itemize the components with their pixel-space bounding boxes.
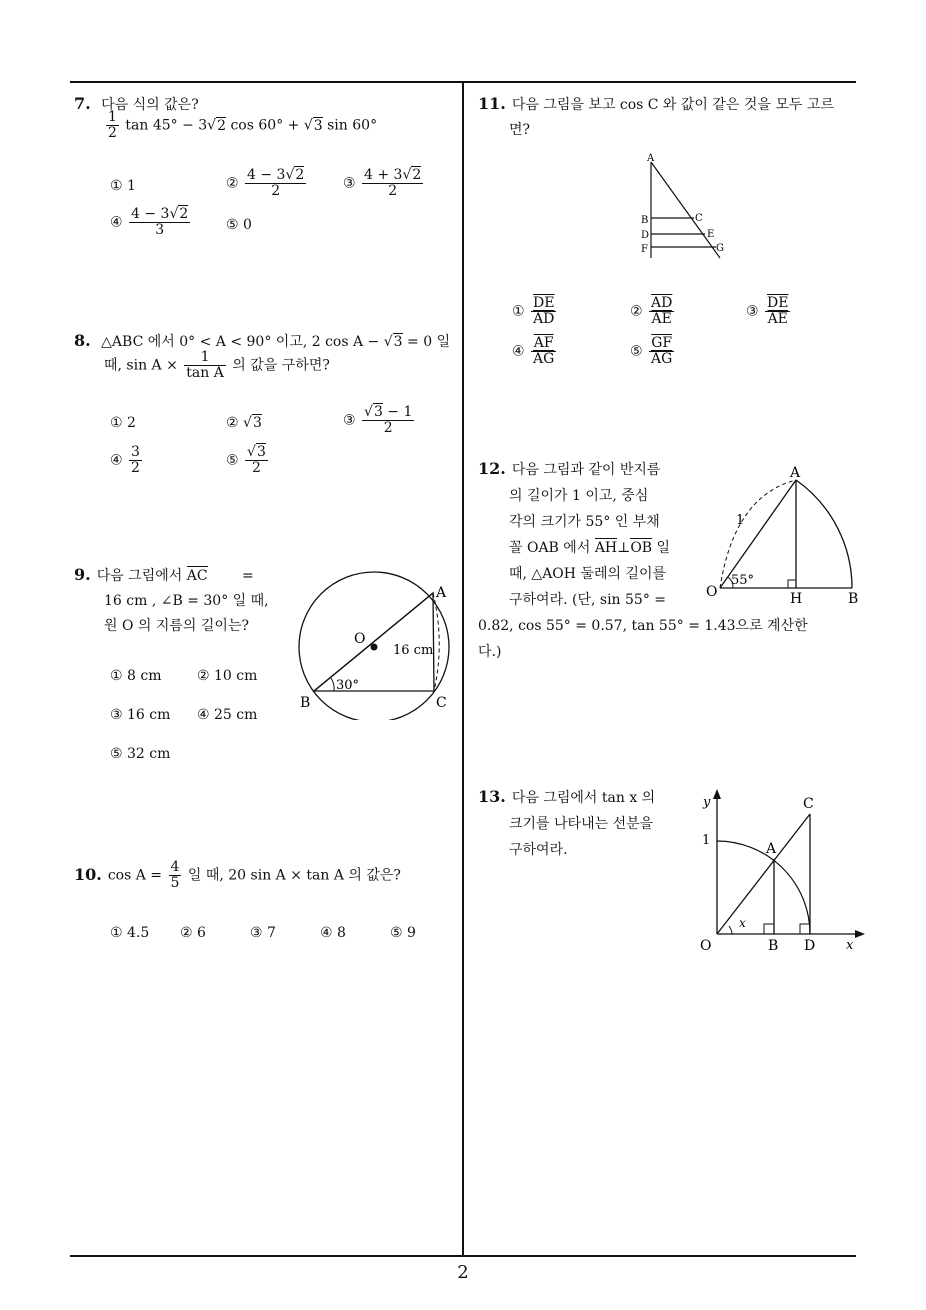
fraction: $\frac{1}{2}$ (108, 109, 117, 141)
option-4[interactable]: ④ $\frac{\overline{AF}}{AG}$ (512, 335, 555, 367)
label-length: 16 cm (393, 643, 434, 658)
svg-text:x: x (739, 916, 746, 930)
bottom-rule (70, 1255, 856, 1257)
option-4[interactable]: ④ $\frac{4 - 3√2}{3}$ (110, 206, 189, 238)
option-4[interactable]: ④ 8 (320, 925, 346, 941)
svg-text:O: O (700, 938, 712, 954)
question-9: 9. 다음 그림에서 AC = 16 cm , ∠B = 30° 일 때, 원 O 의 지름의 길이는? (74, 565, 269, 634)
option-2[interactable]: ② 10 cm (197, 668, 258, 684)
right-angle-d (800, 924, 810, 934)
q7-expression: $\frac{1}{2}$ tan 45° − 3√2 cos 60° + √3 sin 60° (108, 109, 378, 141)
question-number: 8. (74, 331, 91, 350)
column-divider (462, 81, 464, 1256)
arc-ab (796, 480, 852, 588)
option-5[interactable]: ⑤ 9 (390, 925, 416, 941)
label-c: C (436, 695, 447, 711)
option-2[interactable]: ② 6 (180, 925, 206, 941)
svg-text:A: A (766, 841, 777, 857)
option-5[interactable]: ⑤ $\frac{\overline{GF}}{AG}$ (630, 335, 673, 367)
q9-figure-circle (290, 560, 460, 720)
right-angle-mark (788, 580, 796, 588)
option-3[interactable]: ③ 7 (250, 925, 276, 941)
y-arrow (713, 789, 721, 799)
question-8: 8. △ABC 에서 0° < A < 90° 이고, 2 cos A − √3 = 0 일 (74, 331, 451, 350)
option-1[interactable]: ① $\frac{\overline{DE}}{AD}$ (512, 295, 555, 327)
option-5[interactable]: ⑤ $\frac{√3}{2}$ (226, 444, 266, 476)
option-2[interactable]: ② $\frac{4 - 3√2}{2}$ (226, 167, 305, 199)
svg-text:B: B (768, 938, 779, 954)
svg-text:G: G (716, 243, 724, 254)
q12-figure-sector (700, 460, 870, 610)
label-angle: 30° (336, 678, 360, 693)
angle-arc (331, 678, 334, 691)
option-1[interactable]: ① 2 (110, 415, 136, 431)
svg-text:C: C (803, 796, 814, 812)
svg-text:55°: 55° (731, 573, 755, 588)
option-3[interactable]: ③ $\frac{4 + 3√2}{2}$ (343, 167, 422, 199)
option-1[interactable]: ① 1 (110, 178, 136, 194)
right-angle-b (764, 924, 774, 934)
label-a: A (436, 585, 447, 601)
option-1[interactable]: ① 4.5 (110, 925, 150, 941)
svg-text:A: A (790, 465, 801, 481)
segment-oc (717, 814, 810, 934)
question-number: 7. (74, 94, 91, 113)
svg-text:B: B (848, 591, 859, 607)
question-number: 12. (478, 459, 506, 478)
svg-text:y: y (703, 795, 711, 810)
q13-figure-unit-circle (692, 786, 872, 958)
page-number: 2 (457, 1262, 469, 1283)
angle-arc (729, 926, 732, 934)
quarter-arc (717, 841, 810, 934)
question-number: 9. (74, 565, 91, 584)
option-5[interactable]: ⑤ 0 (226, 217, 252, 233)
question-12: 12. 다음 그림과 같이 반지름 의 길이가 1 이고, 중심 각의 크기가 55° 인 부채 꼴 OAB 에서 AH⊥OB 일 때, △AOH 둘레의 길이를 구하여라. (단, sin 55° = 0.82, cos 55° = 0.57, tan 55° = 1.43으로 계산한 다.) (478, 459, 808, 660)
option-5[interactable]: ⑤ 32 cm (110, 746, 171, 762)
label-o: O (354, 631, 366, 647)
question-11: 11. 다음 그림을 보고 cos C 와 값이 같은 것을 모두 고르 면? (478, 94, 834, 138)
svg-text:A: A (647, 153, 655, 164)
q11-figure-triangle (636, 150, 736, 265)
label-b: B (300, 695, 311, 711)
svg-text:1: 1 (702, 833, 711, 848)
svg-text:H: H (790, 591, 803, 607)
x-arrow (855, 930, 865, 938)
option-2[interactable]: ② √3 (226, 415, 262, 431)
option-1[interactable]: ① 8 cm (110, 668, 162, 684)
svg-text:E: E (707, 229, 715, 240)
question-text: 다음 식의 값은? (101, 97, 199, 113)
option-3[interactable]: ③ $\frac{√3 - 1}{2}$ (343, 404, 413, 436)
svg-text:D: D (804, 938, 816, 954)
svg-text:O: O (706, 584, 718, 600)
option-4[interactable]: ④ $\frac{3}{2}$ (110, 444, 140, 476)
question-13: 13. 다음 그림에서 tan x 의 크기를 나타내는 선분을 구하여라. (478, 787, 656, 858)
svg-text:x: x (846, 938, 854, 953)
svg-text:B: B (641, 215, 649, 226)
svg-text:C: C (695, 213, 703, 224)
svg-text:F: F (641, 244, 648, 255)
question-number: 10. (74, 864, 102, 884)
question-10: 10. cos A = $\frac{4}{5}$ 일 때, 20 sin A × tan A 의 값은? (74, 859, 401, 891)
center-dot (371, 644, 378, 651)
question-number: 13. (478, 787, 506, 806)
q8-line2: 때, sin A × $\frac{1}{\text{tan A}}$ 의 값을 구하면? (104, 349, 330, 381)
svg-text:D: D (641, 230, 650, 241)
option-4[interactable]: ④ 25 cm (197, 707, 258, 723)
diameter-bo-a (314, 593, 433, 691)
option-3[interactable]: ③ $\frac{\overline{DE}}{AE}$ (746, 295, 789, 327)
question-number: 11. (478, 94, 506, 113)
radius-oa (720, 480, 796, 588)
svg-text:1: 1 (736, 513, 745, 528)
option-2[interactable]: ② $\frac{\overline{AD}}{AE}$ (630, 295, 673, 327)
hypotenuse (651, 162, 720, 258)
option-3[interactable]: ③ 16 cm (110, 707, 171, 723)
